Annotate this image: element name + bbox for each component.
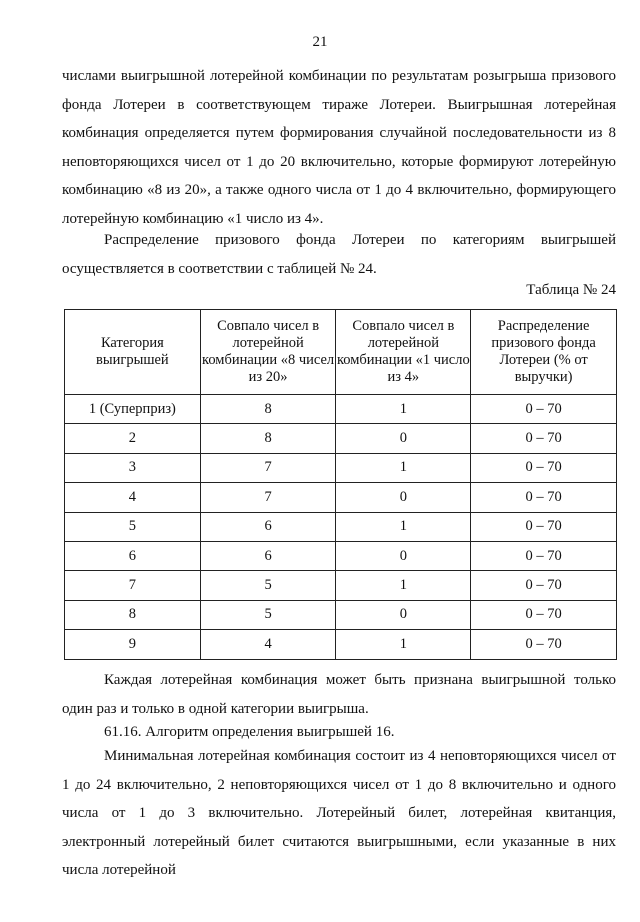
table-row: [65, 453, 617, 482]
cell-match-1-of-4: 1: [336, 571, 471, 600]
cell-match-1-of-4: 0: [336, 600, 471, 629]
cell-category: 9: [65, 630, 201, 659]
paragraph-single-win: Каждая лотерейная комбинация может быть признана выигрышной только один раз и только в одной категории выигрыша.: [62, 672, 616, 717]
cell-prize-share: 0 – 70: [471, 630, 617, 659]
table-row: [65, 512, 617, 541]
header-prize-share: Распределение призового фонда Лотереи (% от выручки): [471, 310, 617, 395]
cell-match-1-of-4: 0: [336, 541, 471, 570]
cell-category: 3: [65, 453, 201, 482]
cell-category: 8: [65, 600, 201, 629]
cell-category: 1 (Суперприз): [65, 395, 201, 424]
header-match-8-of-20: Совпало чисел в лотерейной комбинации «8 чисел из 20»: [200, 310, 336, 395]
header-match-1-of-4: Совпало чисел в лотерейной комбинации «1 число из 4»: [336, 310, 471, 395]
cell-match-1-of-4: 1: [336, 395, 471, 424]
cell-match-1-of-4: 1: [336, 453, 471, 482]
cell-category: 2: [65, 424, 201, 453]
table-row: [65, 600, 617, 629]
cell-prize-share: 0 – 70: [471, 395, 617, 424]
cell-match-8-of-20: 5: [200, 571, 336, 600]
cell-match-8-of-20: 6: [200, 541, 336, 570]
section-heading-61-16: 61.16. Алгоритм определения выигрышей 16.: [104, 724, 395, 740]
cell-prize-share: 0 – 70: [471, 453, 617, 482]
cell-match-1-of-4: 0: [336, 483, 471, 512]
cell-match-8-of-20: 6: [200, 512, 336, 541]
cell-prize-share: 0 – 70: [471, 571, 617, 600]
table-header-row: [65, 310, 617, 395]
cell-match-8-of-20: 5: [200, 600, 336, 629]
cell-match-8-of-20: 8: [200, 395, 336, 424]
cell-match-1-of-4: 0: [336, 424, 471, 453]
cell-match-1-of-4: 1: [336, 512, 471, 541]
table-row: [65, 630, 617, 659]
cell-prize-share: 0 – 70: [471, 483, 617, 512]
cell-match-8-of-20: 8: [200, 424, 336, 453]
table-row: [65, 424, 617, 453]
cell-category: 7: [65, 571, 201, 600]
table-row: [65, 395, 617, 424]
cell-match-8-of-20: 7: [200, 453, 336, 482]
header-category: Категория выигрышей: [65, 310, 201, 395]
page-number: 21: [312, 34, 328, 50]
cell-category: 4: [65, 483, 201, 512]
cell-prize-share: 0 – 70: [471, 424, 617, 453]
cell-category: 6: [65, 541, 201, 570]
table-row: [65, 541, 617, 570]
cell-match-8-of-20: 7: [200, 483, 336, 512]
cell-match-8-of-20: 4: [200, 630, 336, 659]
cell-prize-share: 0 – 70: [471, 541, 617, 570]
table-row: [65, 571, 617, 600]
paragraph-intro: числами выигрышной лотерейной комбинации по результатам розыгрыша призового фонда Лотереи в соответствующем тираже Лотереи. Выигрышная лотерейная комбинация определяется путем формирования случайной последовательности из 8 неповторяющихся чисел от 1 до 20 включительно, которые формируют лотерейную комбинацию «8 из 20», а также одного числа от 1 до 4 включительно, формирующего лотерейную комбинацию «1 число из 4».: [62, 68, 616, 227]
cell-match-1-of-4: 1: [336, 630, 471, 659]
paragraph-minimal-combination: Минимальная лотерейная комбинация состоит из 4 неповторяющихся чисел от 1 до 24 включительно, 2 неповторяющихся чисел от 1 до 8 включительно и одного числа от 1 до 3 включительно. Лотерейный билет, лотерейная квитанция, электронный лотерейный билет считаются выигрышными, если указанные в них числа лотерейной: [62, 748, 616, 879]
prize-distribution-table: [64, 309, 617, 660]
paragraph-distribution: Распределение призового фонда Лотереи по категориям выигрышей осуществляется в соответствии с таблицей № 24.: [62, 232, 616, 277]
cell-prize-share: 0 – 70: [471, 600, 617, 629]
cell-prize-share: 0 – 70: [471, 512, 617, 541]
table-row: [65, 483, 617, 512]
table-caption: Таблица № 24: [526, 282, 616, 298]
cell-category: 5: [65, 512, 201, 541]
